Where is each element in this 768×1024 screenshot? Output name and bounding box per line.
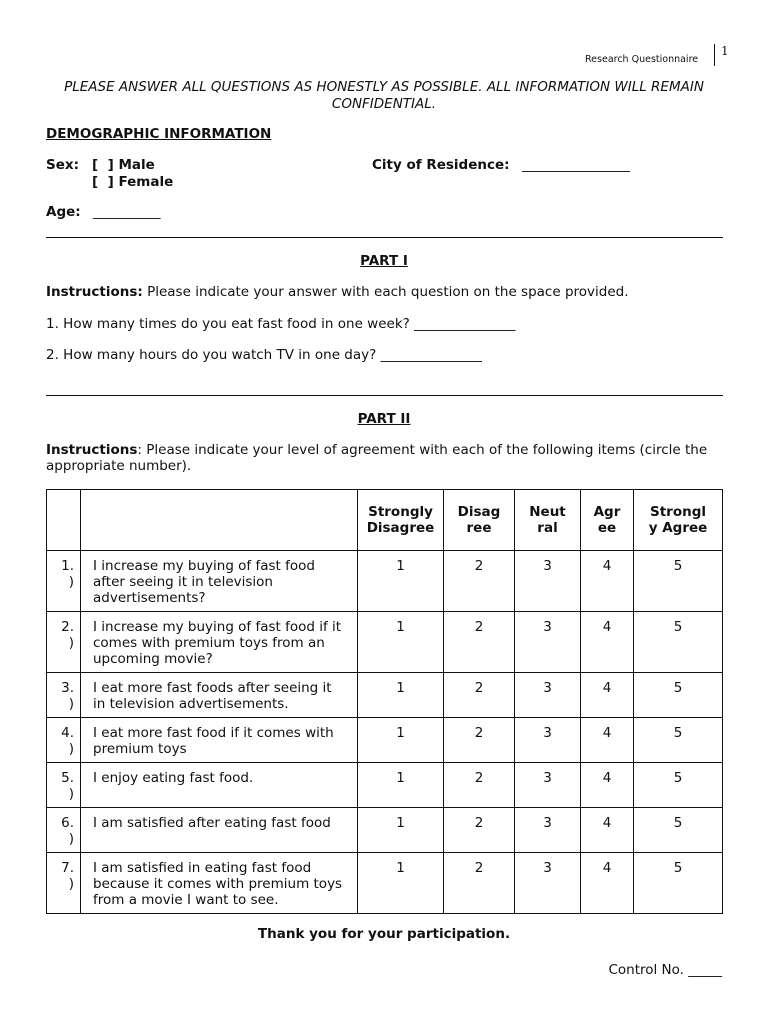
scale-4[interactable]: 4 <box>581 808 634 853</box>
scale-5[interactable]: 5 <box>634 808 723 853</box>
table-row <box>47 853 723 914</box>
scale-3[interactable]: 3 <box>515 763 581 808</box>
table-row <box>47 612 723 673</box>
item-number: 6. ) <box>47 808 81 853</box>
scale-5[interactable]: 5 <box>634 763 723 808</box>
section-divider-1 <box>46 237 723 238</box>
part1-instructions <box>46 284 629 300</box>
table-row <box>47 808 723 853</box>
header-statement-cell <box>81 490 358 551</box>
city-field[interactable]: ________________ <box>522 157 630 173</box>
item-statement: I am satisfied after eating fast food <box>81 808 358 853</box>
scale-1[interactable]: 1 <box>358 612 444 673</box>
page-number: 1 <box>721 44 729 58</box>
control-number[interactable]: Control No. _____ <box>608 962 722 978</box>
item-number: 4. ) <box>47 718 81 763</box>
scale-4[interactable]: 4 <box>581 673 634 718</box>
scale-5[interactable]: 5 <box>634 551 723 612</box>
header-strongly-agree: Strongly Agree <box>634 490 723 551</box>
question-1[interactable]: 1. How many times do you eat fast food in one week? _______________ <box>46 316 516 332</box>
female-option[interactable]: [ ] Female <box>92 174 174 190</box>
part2-instructions-label: Instructions <box>46 442 138 458</box>
item-statement: I eat more fast food if it comes with premium toys <box>81 718 358 763</box>
scale-1[interactable]: 1 <box>358 718 444 763</box>
scale-2[interactable]: 2 <box>444 808 515 853</box>
part1-instructions-text: Please indicate your answer with each question on the space provided. <box>142 284 629 300</box>
scale-1[interactable]: 1 <box>358 808 444 853</box>
item-number: 1. ) <box>47 551 81 612</box>
scale-3[interactable]: 3 <box>515 673 581 718</box>
part2-instructions-text: : Please indicate your level of agreement with each of the following items (circle the appropriate number). <box>46 442 708 474</box>
scale-1[interactable]: 1 <box>358 853 444 914</box>
section-divider-2 <box>46 395 723 396</box>
scale-5[interactable]: 5 <box>634 718 723 763</box>
header-divider <box>714 44 715 66</box>
male-option[interactable]: [ ] Male <box>92 157 155 173</box>
part2-instructions <box>46 442 726 474</box>
scale-2[interactable]: 2 <box>444 612 515 673</box>
header-num-cell <box>47 490 81 551</box>
sex-label: Sex: <box>46 157 79 173</box>
item-statement: I increase my buying of fast food after seeing it in television advertisements? <box>81 551 358 612</box>
age-field[interactable]: __________ <box>93 204 161 220</box>
part2-heading: PART II <box>357 411 411 427</box>
part1-instructions-label: Instructions: <box>46 284 143 300</box>
scale-2[interactable]: 2 <box>444 763 515 808</box>
scale-4[interactable]: 4 <box>581 718 634 763</box>
scale-4[interactable]: 4 <box>581 551 634 612</box>
header-agree: Agree <box>581 490 634 551</box>
table-row <box>47 718 723 763</box>
scale-3[interactable]: 3 <box>515 808 581 853</box>
table-row <box>47 763 723 808</box>
scale-3[interactable]: 3 <box>515 853 581 914</box>
part1-heading: PART I <box>360 253 408 269</box>
scale-5[interactable]: 5 <box>634 612 723 673</box>
city-label: City of Residence: <box>372 157 510 173</box>
scale-2[interactable]: 2 <box>444 673 515 718</box>
scale-1[interactable]: 1 <box>358 763 444 808</box>
header-neutral: Neutral <box>515 490 581 551</box>
demographic-heading: DEMOGRAPHIC INFORMATION <box>46 126 272 142</box>
scale-3[interactable]: 3 <box>515 551 581 612</box>
scale-2[interactable]: 2 <box>444 551 515 612</box>
scale-5[interactable]: 5 <box>634 673 723 718</box>
table-row <box>47 673 723 718</box>
item-statement: I am satisfied in eating fast food because it comes with premium toys from a movie I want to see. <box>81 853 358 914</box>
scale-1[interactable]: 1 <box>358 673 444 718</box>
item-number: 5. ) <box>47 763 81 808</box>
question-2[interactable]: 2. How many hours do you watch TV in one day? _______________ <box>46 347 482 363</box>
agreement-table <box>46 489 723 914</box>
scale-1[interactable]: 1 <box>358 551 444 612</box>
scale-4[interactable]: 4 <box>581 853 634 914</box>
table-row <box>47 551 723 612</box>
table-header-row <box>47 490 723 551</box>
header-title: Research Questionnaire <box>585 54 699 65</box>
scale-2[interactable]: 2 <box>444 718 515 763</box>
item-statement: I enjoy eating fast food. <box>81 763 358 808</box>
scale-3[interactable]: 3 <box>515 612 581 673</box>
scale-3[interactable]: 3 <box>515 718 581 763</box>
confidentiality-notice: PLEASE ANSWER ALL QUESTIONS AS HONESTLY AS POSSIBLE. ALL INFORMATION WILL REMAIN CONFIDENTIAL. <box>64 79 704 112</box>
scale-4[interactable]: 4 <box>581 612 634 673</box>
item-number: 2. ) <box>47 612 81 673</box>
scale-5[interactable]: 5 <box>634 853 723 914</box>
item-statement: I eat more fast foods after seeing it in television advertisements. <box>81 673 358 718</box>
thank-you-message: Thank you for your participation. <box>257 926 511 942</box>
item-number: 7. ) <box>47 853 81 914</box>
header-disagree: Disagree <box>444 490 515 551</box>
scale-4[interactable]: 4 <box>581 763 634 808</box>
header-strongly-disagree: Strongly Disagree <box>358 490 444 551</box>
item-number: 3. ) <box>47 673 81 718</box>
item-statement: I increase my buying of fast food if it comes with premium toys from an upcoming movie? <box>81 612 358 673</box>
scale-2[interactable]: 2 <box>444 853 515 914</box>
age-label: Age: <box>46 204 81 220</box>
